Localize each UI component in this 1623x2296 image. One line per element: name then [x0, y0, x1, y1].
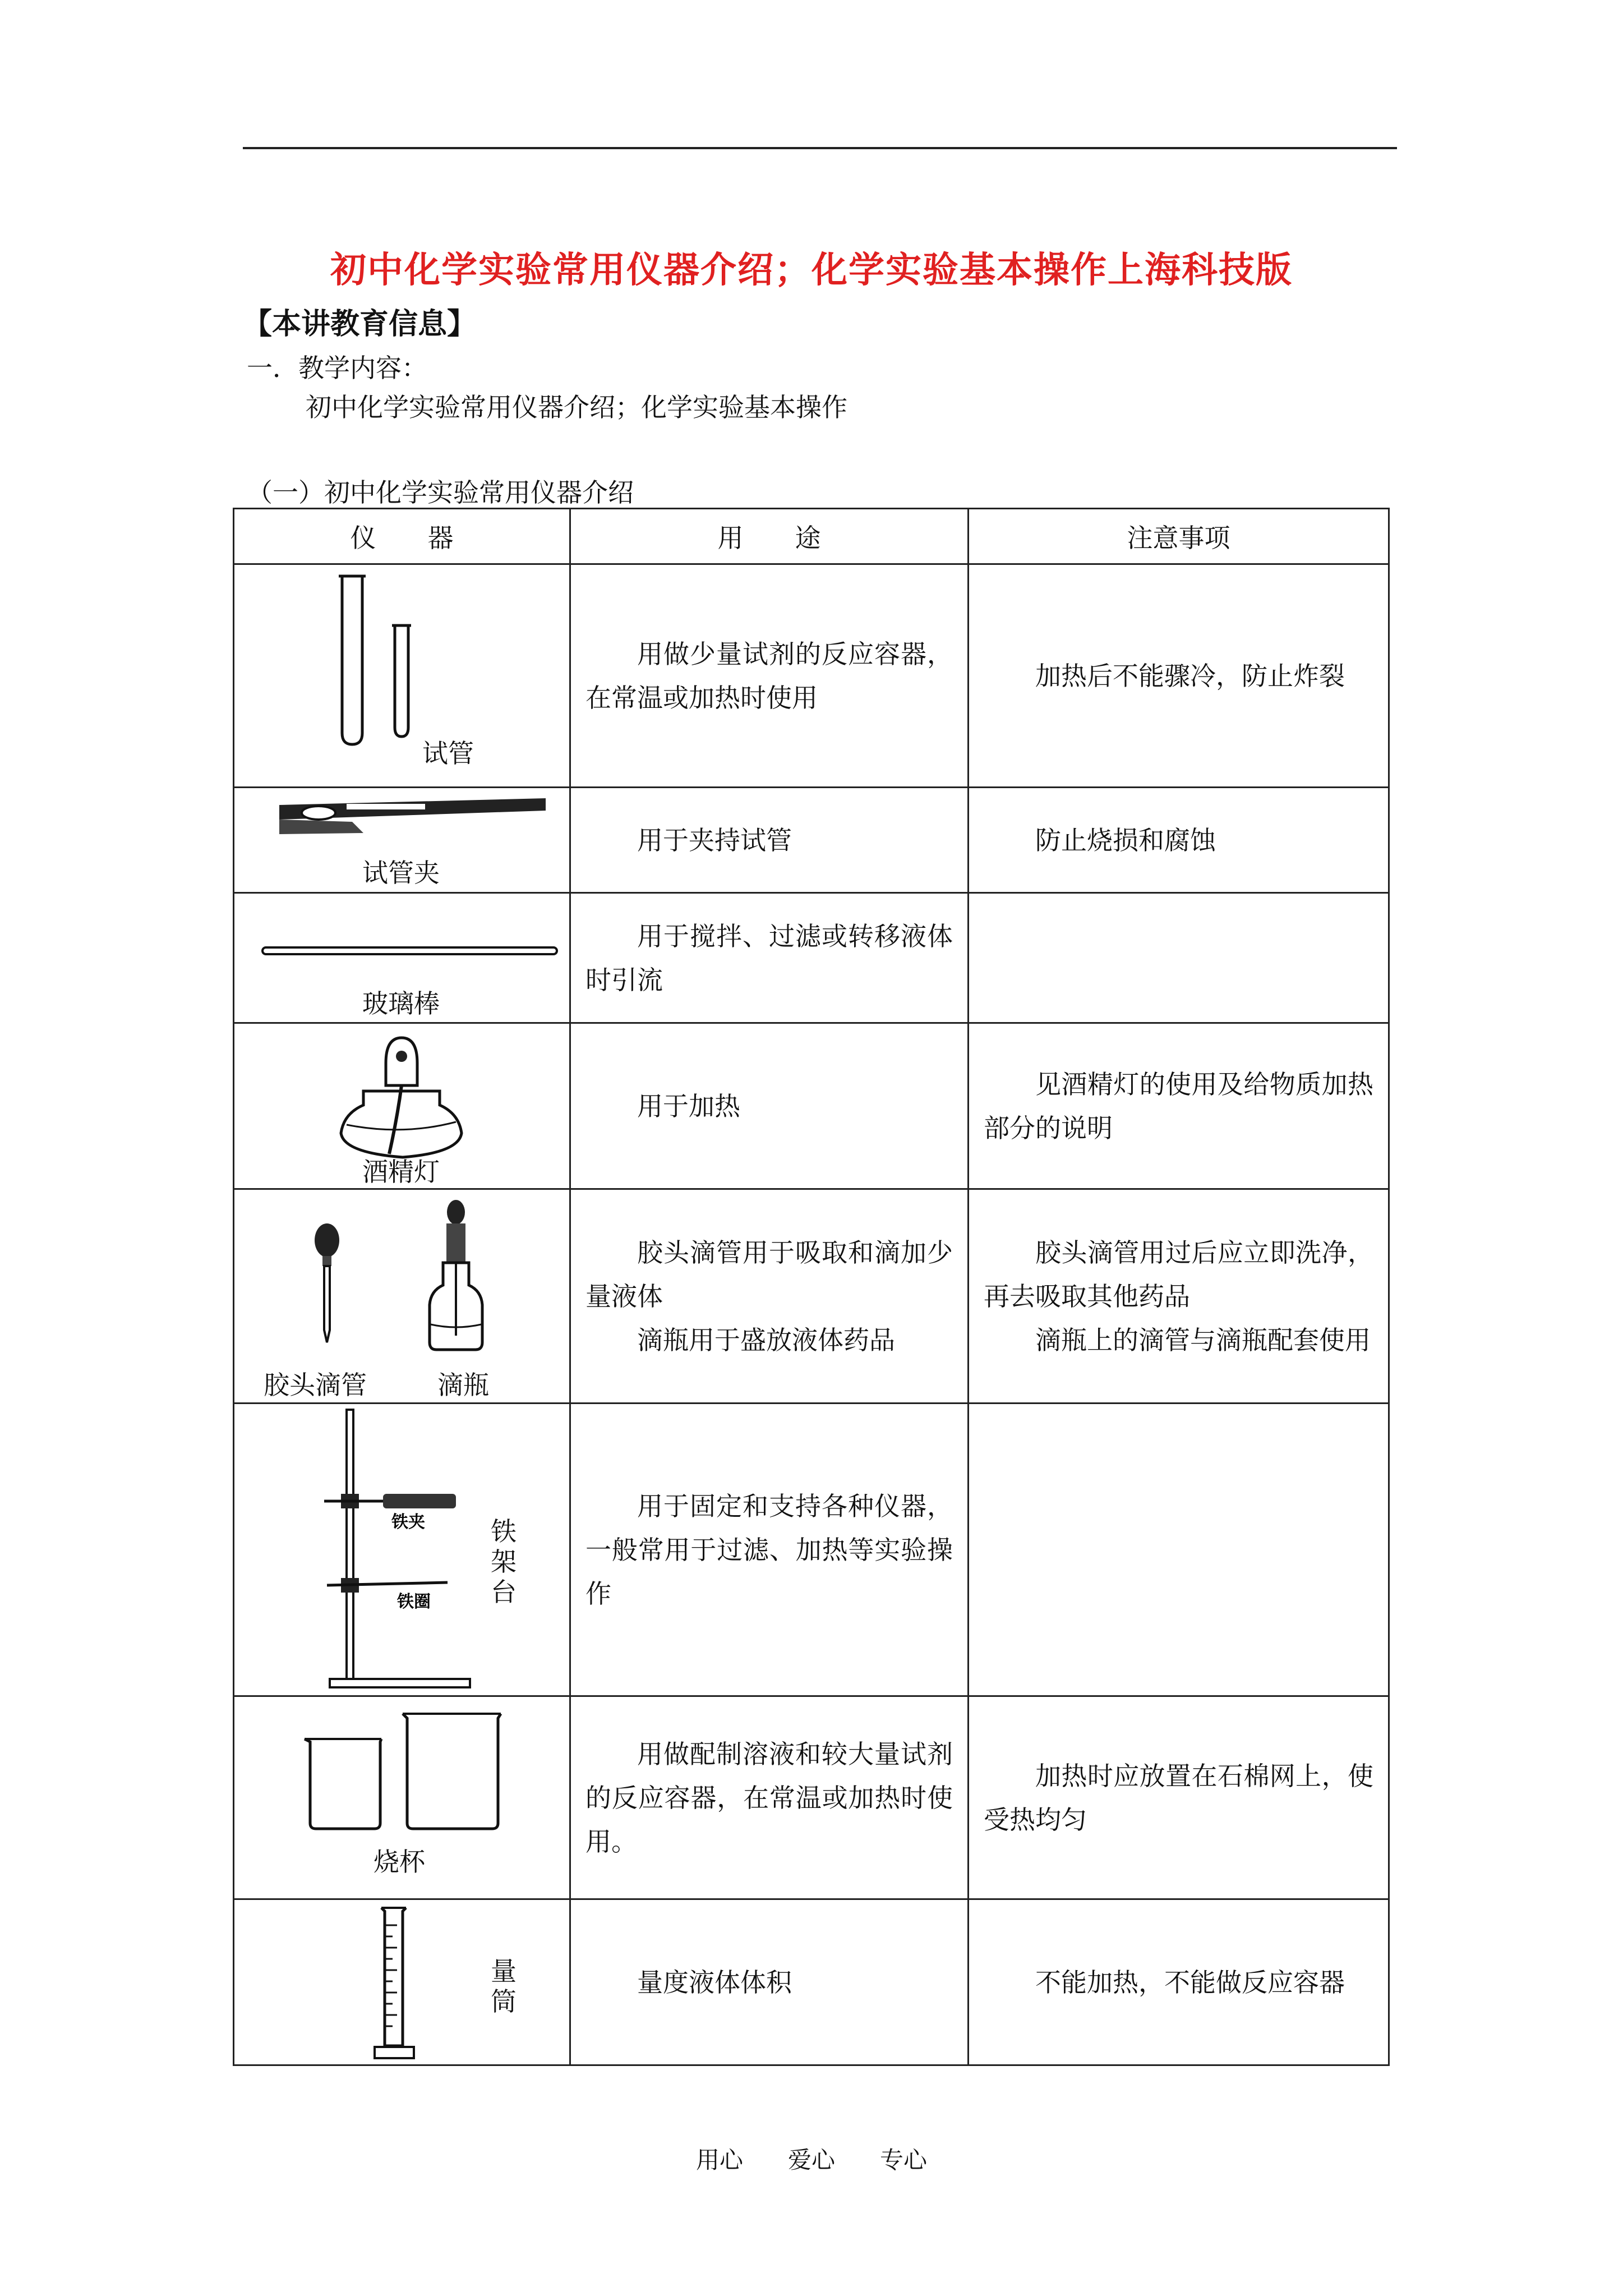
instrument-table [233, 508, 1390, 2066]
table-row [234, 788, 1389, 893]
note-cell: 加热时应放置在石棉网上，使受热均匀 [969, 1696, 1389, 1899]
subsection-title: （一）初中化学实验常用仪器介绍 [247, 477, 634, 508]
note-cell: 不能加热，不能做反应容器 [969, 1899, 1389, 2065]
teaching-content: 初中化学实验常用仪器介绍；化学实验基本操作 [306, 392, 847, 422]
note-cell: 见酒精灯的使用及给物质加热部分的说明 [969, 1023, 1389, 1189]
instrument-cell [234, 1189, 570, 1404]
section-1-label: 一．教学内容： [247, 353, 427, 383]
footer-item: 专心 [880, 2146, 928, 2174]
use-cell: 用做少量试剂的反应容器，在常温或加热时使用 [570, 564, 969, 788]
use-cell: 用做配制溶液和较大量试剂的反应容器，在常温或加热时使用。 [570, 1696, 969, 1899]
iron-stand-icon [234, 1404, 571, 1697]
table-row [234, 893, 1389, 1023]
instrument-name-2: 滴瓶 [437, 1370, 489, 1400]
note-cell [969, 1404, 1389, 1696]
header-use: 用 途 [570, 509, 969, 564]
table-header-row [234, 509, 1389, 564]
footer-item: 用心 [695, 2146, 743, 2174]
instrument-cell [234, 893, 570, 1023]
header-notes: 注意事项 [969, 509, 1389, 564]
table-row [234, 1023, 1389, 1189]
instrument-cell [234, 1404, 570, 1696]
use-cell: 用于加热 [570, 1023, 969, 1189]
use-cell: 胶头滴管用于吸取和滴加少量液体 滴瓶用于盛放液体药品 [570, 1189, 969, 1404]
table-row [234, 1696, 1389, 1899]
table-row [234, 1404, 1389, 1696]
graduated-cylinder-icon [234, 1900, 571, 2066]
instrument-name: 试管夹 [362, 858, 440, 888]
section-heading: 【本讲教育信息】 [243, 307, 477, 341]
table-row [234, 564, 1389, 788]
use-cell: 用于搅拌、过滤或转移液体时引流 [570, 893, 969, 1023]
label-iron-ring: 铁圈 [397, 1592, 431, 1612]
note-cell: 胶头滴管用过后应立即洗净，再去吸取其他药品 滴瓶上的滴管与滴瓶配套使用 [969, 1189, 1389, 1404]
test-tube-icon [234, 565, 571, 788]
instrument-cell [234, 1899, 570, 2065]
use-cell: 量度液体体积 [570, 1899, 969, 2065]
instrument-name: 烧杯 [374, 1847, 425, 1877]
label-iron-clamp: 铁夹 [391, 1512, 425, 1532]
instrument-name: 胶头滴管 [264, 1370, 367, 1400]
footer-item: 爱心 [787, 2146, 835, 2174]
instrument-name: 玻璃棒 [362, 988, 440, 1019]
header-rule [243, 147, 1397, 149]
note-cell: 防止烧损和腐蚀 [969, 788, 1389, 893]
table-row [234, 1899, 1389, 2065]
table-row [234, 1189, 1389, 1404]
instrument-name: 试管 [422, 738, 474, 769]
note-cell [969, 893, 1389, 1023]
use-cell: 用于夹持试管 [570, 788, 969, 893]
instrument-cell [234, 564, 570, 788]
note-cell: 加热后不能骤冷，防止炸裂 [969, 564, 1389, 788]
instrument-name: 铁架台 [491, 1516, 517, 1607]
use-cell: 用于固定和支持各种仪器，一般常用于过滤、加热等实验操作 [570, 1404, 969, 1696]
instrument-cell [234, 1023, 570, 1189]
page-title: 初中化学实验常用仪器介绍；化学实验基本操作上海科技版 [330, 249, 1293, 291]
instrument-name: 酒精灯 [362, 1157, 440, 1187]
instrument-name: 量筒 [491, 1956, 517, 2017]
page-footer [0, 2142, 1623, 2175]
header-instrument: 仪 器 [234, 509, 570, 564]
instrument-cell [234, 1696, 570, 1899]
instrument-cell [234, 788, 570, 893]
